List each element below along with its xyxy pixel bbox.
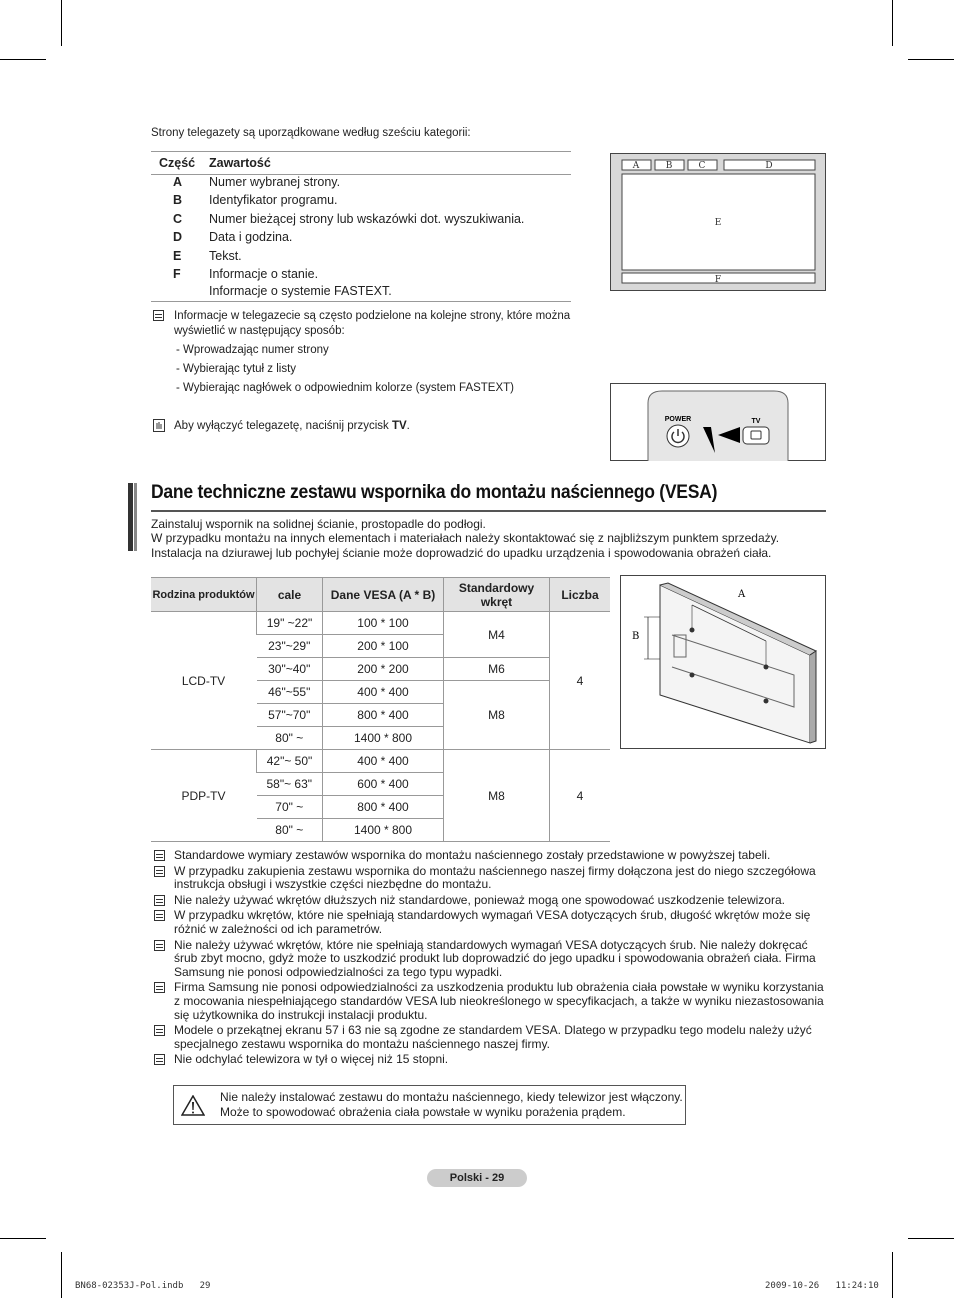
table-row: PDP-TV 42"~ 50" 400 * 400 M8 4 — [151, 750, 610, 773]
table-row: 58"~ 63" 600 * 400 — [151, 773, 610, 796]
note-icon — [154, 940, 165, 951]
tip-text: Aby wyłączyć telegazetę, naciśnij przycisk TV. — [174, 420, 410, 432]
note-item: W przypadku wkrętów, które nie spełniają standardowych wymagań VESA dotyczących śrub, długość wkrętów może się różnić w zależności od ich parametrów. — [151, 909, 831, 936]
note-icon — [154, 895, 165, 906]
diagram-label: A — [632, 161, 640, 171]
crop-mark — [892, 0, 893, 46]
divider — [151, 301, 571, 302]
crop-mark — [892, 1252, 893, 1298]
diagram-label: E — [714, 218, 722, 228]
header-part: Część — [159, 156, 196, 170]
table-row: 70" ~ 800 * 400 — [151, 796, 610, 819]
crop-mark — [61, 1252, 62, 1298]
teletext-table-header — [151, 151, 571, 175]
section-title: Dane techniczne zestawu wspornika do montażu naściennego (VESA) — [151, 481, 718, 503]
table-header-row: Rodzina produktów cale Dane VESA (A * B) Standardowy wkręt Liczba — [151, 578, 610, 612]
page-number: Polski - 29 — [427, 1169, 527, 1187]
divider — [151, 510, 826, 512]
tv-button — [743, 427, 769, 444]
table-row: 80" ~ 1400 * 800 — [151, 819, 610, 842]
note-text: Informacje w telegazecie są często podzielone na kolejne strony, które można wyświetlić w następujący sposób: — [174, 310, 571, 337]
note-item: W przypadku zakupienia zestawu wspornika do montażu naściennego naszej firmy dołączona jest do niego szczegółowa instrukcja obsługi i wszystkie części niezbędne do montażu. — [151, 865, 831, 892]
note-icon — [154, 850, 165, 861]
footer-file: BN68-02353J-Pol.indb 29 — [75, 1281, 211, 1291]
note-icon — [154, 866, 165, 877]
dimension-a-label: A — [738, 589, 746, 600]
notes-list — [151, 849, 831, 1069]
note-item: Nie należy używać wkrętów dłuższych niż standardowe, ponieważ mogą one spowodować uszkodzenie telewizora. — [151, 894, 831, 908]
section-bar — [134, 483, 137, 551]
warning-icon — [181, 1095, 205, 1116]
table-row: 46"~55" 400 * 400 M8 — [151, 681, 610, 704]
note-icon — [153, 310, 164, 321]
table-row: 23"~29" 200 * 100 — [151, 635, 610, 658]
note-item: Firma Samsung nie ponosi odpowiedzialności za uszkodzenia produktu lub obrażenia ciała powstałe w wyniku korzystania z mocowania niespełniającego standardów VESA lub nieokreślonego w specyfikacjach, a także w wyniku niezastosowania się użytkownika do instrukcji instalacji produktu. — [151, 981, 831, 1022]
table-row: 80" ~ 1400 * 800 — [151, 727, 610, 750]
diagram-label: F — [714, 275, 722, 285]
note-item: Standardowe wymiary zestawów wspornika do montażu naściennego zostały przedstawione w powyższej tabeli. — [151, 849, 831, 863]
section-body: Zainstaluj wspornik na solidnej ścianie, prostopadle do podłogi. W przypadku montażu na innych elementach i materiałach należy skontaktować się z najbliższym punktem sprzedaży. Instalacja na dziurawej lub pochyłej ścianie może doprowadzić do upadku urządzenia i spowodowania obrażeń ciała. — [151, 517, 780, 560]
note-icon — [154, 1025, 165, 1036]
wall-mount-diagram — [620, 575, 826, 749]
table-row: 30"~40" 200 * 200 M6 — [151, 658, 610, 681]
note-item: Modele o przekątnej ekranu 57 i 63 nie są zgodne ze standardem VESA. Dlatego w przypadku tego modelu należy użyć specjalnego zestawu wspornika do montażu naściennego naszej firmy. — [151, 1024, 831, 1051]
hand-icon — [153, 419, 165, 432]
note-item: Nie odchylać telewizora w tył o więcej niż 15 stopni. — [151, 1053, 831, 1067]
diagram-label: C — [698, 161, 706, 171]
note-icon — [154, 1054, 165, 1065]
power-label: POWER — [664, 416, 692, 423]
list-item: - Wybierając nagłówek o odpowiednim kolorze (system FASTEXT) — [176, 382, 514, 394]
table-row: 57"~70" 800 * 400 — [151, 704, 610, 727]
crop-mark — [908, 59, 954, 60]
list-item: - Wprowadzając numer strony — [176, 344, 329, 356]
note-icon — [154, 982, 165, 993]
remote-control-diagram — [610, 383, 826, 461]
note-icon — [154, 910, 165, 921]
teletext-intro: Strony telegazety są uporządkowane według sześciu kategorii: — [151, 127, 471, 139]
tv-label: TV — [751, 418, 761, 425]
teletext-screen-diagram — [610, 153, 826, 291]
note-item: Nie należy używać wkrętów, które nie spełniają standardowych wymagań VESA dotyczących śrub. Nie należy dokręcać śrub zbyt mocno, gdyż może to uszkodzić produkt lub doprowadzić do jego upadku i spowodowania obrażeń ciała. Firma Samsung nie ponosi odpowiedzialności za tego typu wypadki. — [151, 939, 831, 980]
crop-mark — [61, 0, 62, 46]
diagram-label: D — [765, 161, 773, 171]
footer-date: 2009-10-26 11:24:10 — [765, 1281, 879, 1291]
vesa-table — [151, 577, 610, 842]
list-item: - Wybierając tytuł z listy — [176, 363, 297, 375]
crop-mark — [908, 1238, 954, 1239]
warning-box — [173, 1085, 686, 1125]
header-content: Zawartość — [209, 156, 271, 170]
table-row: LCD-TV 19" ~22" 100 * 100 M4 4 — [151, 612, 610, 635]
dimension-b-label: B — [632, 631, 640, 642]
section-bar — [128, 483, 133, 551]
crop-mark — [0, 59, 46, 60]
diagram-label: B — [665, 161, 673, 171]
warning-text: Nie należy instalować zestawu do montażu naściennego, kiedy telewizor jest włączony. Może to spowodować obrażenia ciała powstałe w wyniku porażenia prądem. — [220, 1090, 683, 1119]
crop-mark — [0, 1238, 46, 1239]
